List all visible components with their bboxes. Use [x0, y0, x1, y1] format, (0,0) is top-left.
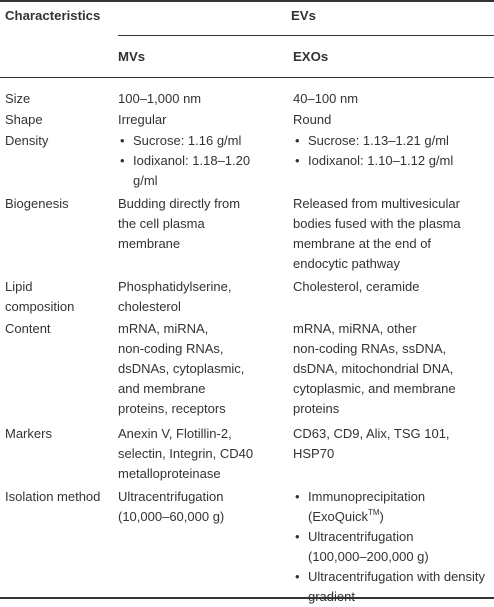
row-size-label: Size	[5, 91, 31, 106]
list-item: • Sucrose: 1.16 g/ml	[113, 131, 250, 151]
header-sub-rule	[118, 35, 494, 36]
header-characteristics: Characteristics	[5, 8, 101, 23]
header-evs: EVs	[291, 8, 316, 23]
row-shape-label: Shape	[5, 112, 43, 127]
row-lipid-exo: Cholesterol, ceramide	[293, 279, 420, 294]
row-shape-mv: Irregular	[118, 112, 167, 127]
row-biogenesis-label: Biogenesis	[5, 196, 69, 211]
list-item: • Iodixanol: 1.10–1.12 g/ml	[288, 151, 453, 171]
row-size-mv: 100–1,000 nm	[118, 91, 202, 106]
row-markers-mv: Anexin V, Flotillin-2, selectin, Integrin, CD40 metalloproteinase	[118, 426, 254, 481]
row-content-exo: mRNA, miRNA, other non-coding RNAs, ssDNA, dsDNA, mitochondrial DNA, cytoplasmic, and membrane proteins	[293, 321, 456, 416]
row-isolation-exo	[288, 487, 485, 607]
row-content-label: Content	[5, 321, 51, 336]
row-isolation-label: Isolation method	[5, 489, 101, 504]
row-lipid-mv: Phosphatidylserine, cholesterol	[118, 279, 232, 314]
row-biogenesis-mv: Budding directly from the cell plasma membrane	[118, 196, 241, 251]
header-bottom-rule	[0, 77, 494, 78]
row-isolation-mv: Ultracentrifugation (10,000–60,000 g)	[118, 489, 225, 524]
header-exos: EXOs	[293, 49, 329, 64]
header-mvs: MVs	[118, 49, 146, 64]
row-shape-exo: Round	[293, 112, 332, 127]
list-item: • Ultracentrifugation (100,000–200,000 g)	[288, 527, 485, 567]
row-markers-exo: CD63, CD9, Alix, TSG 101, HSP70	[293, 426, 450, 461]
row-biogenesis-exo: Released from multivesicular bodies fused with the plasma membrane at the end of endocytic pathway	[293, 196, 461, 271]
list-item: • Iodixanol: 1.18–1.20 g/ml	[113, 151, 250, 191]
row-density-mv	[113, 131, 250, 191]
list-item: • Sucrose: 1.13–1.21 g/ml	[288, 131, 453, 151]
row-density-label: Density	[5, 133, 49, 148]
row-markers-label: Markers	[5, 426, 52, 441]
list-item: • Ultracentrifugation with density gradient	[288, 567, 485, 607]
trademark-superscript: TM	[367, 508, 380, 517]
row-density-exo	[288, 131, 453, 171]
list-item: • Immunoprecipitation (ExoQuick™)	[288, 487, 485, 527]
row-content-mv: mRNA, miRNA, non-coding RNAs, dsDNAs, cytoplasmic, and membrane proteins, receptors	[118, 321, 245, 416]
row-size-exo: 40–100 nm	[293, 91, 359, 106]
table-top-rule	[0, 0, 494, 2]
row-lipid-label: Lipid composition	[5, 279, 75, 314]
